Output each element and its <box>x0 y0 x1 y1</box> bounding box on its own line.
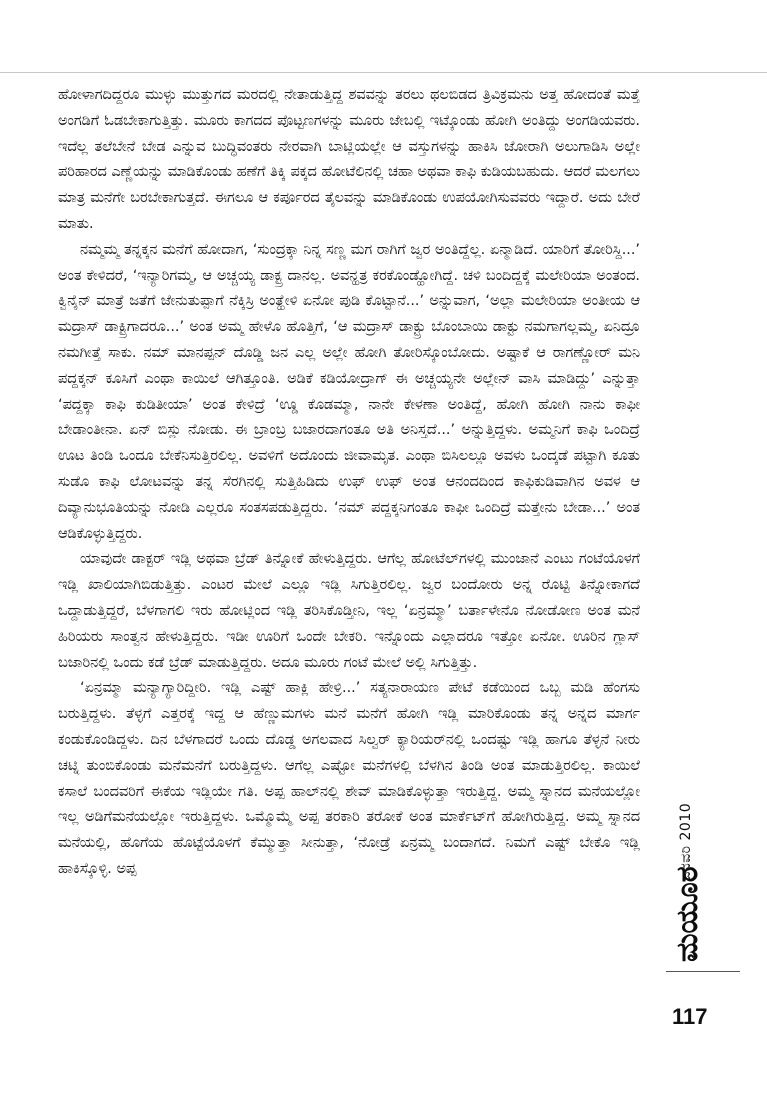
article-paragraph: ನಮ್ಮಮ್ಮ ತನ್ನಕ್ಕನ ಮನೆಗೆ ಹೋದಾಗ, ‘ಸುಂದ್ರಕ್ಕಾ ನಿನ್ನ ಸಣ್ಣ ಮಗ ರಾಗಿಗೆ ಜ್ವರ ಅಂತಿದ್ದೆಲ್ಲ. ಏನ್ಮಾಡಿದೆ. ಯಾರಿಗೆ ತೋರಿಸ್ದಿ...’ ಅಂತ ಕೇಳಿದರೆ, ‘ಇನ್ಯಾರಿಗಮ್ಮ, ಆ ಅಚ್ಚಯ್ಯ ಡಾಕ್ಟ್ರ ದಾನಲ್ಲ. ಅವನ್ಹತ್ರ ಕರಕೊಂಡ್ಹೋಗಿದ್ದೆ. ಚಳಿ ಬಂದಿದ್ದಕ್ಕೆ ಮಲೇರಿಯಾ ಅಂತಂದ. ಕ್ವಿನೈನ್ ಮಾತ್ರೆ ಜತೆಗೆ ಜೇನುತುಪ್ಪಾಗೆ ನೆಕ್ಕಿಸ್ರಿ ಅಂತ್ಹೇಳಿ ಏನೋ ಪುಡಿ ಕೊಟ್ಟಾನೆ...’ ಅನ್ನುವಾಗ, ‘ಅಲ್ಲಾ ಮಲೇರಿಯಾ ಅಂತೀಯ ಆ ಮದ್ರಾಸ್ ಡಾಕ್ಟ್ರಿಗಾದರೂ...’ ಅಂತ ಅಮ್ಮ ಹೇಳೊ ಹೊತ್ತಿಗೆ, ‘ಆ ಮದ್ರಾಸ್ ಡಾಕ್ಟ್ರು ಬೊಂಬಾಯಿ ಡಾಕ್ಟು ನಮಗಾಗಲ್ಲಮ್ಮ, ಏನಿದ್ರೂ ನಮಗೀತ್ತೆ ಸಾಕು. ನಮ್ ಮಾನಪ್ಪನ್ ದೊಡ್ಡಿ ಜನ ಎಲ್ಲ ಅಲ್ಲೇ ಹೋಗಿ ತೋರಿಸ್ಕೊಂಬೋದು. ಅಷ್ಟಾಕೆ ಆ ರಾಗಣ್ಣೋರ್ ಮನಿ ಪದ್ದಕ್ಕನ್ ಕೂಸಿಗೆ ಎಂಥಾ ಕಾಯಿಲೆ ಆಗಿತ್ತೂಂತಿ. ಅಡಿಕೆ ಕಡಿಯೋದ್ರಾಗ್ ಈ ಅಚ್ಚಯ್ಯನೇ ಅಲ್ಲೇನ್ ವಾಸಿ ಮಾಡಿದ್ದು’ ಎನ್ನುತ್ತಾ ‘ಪದ್ದಕ್ಕಾ ಕಾಫಿ ಕುಡಿತೀಯಾ’ ಅಂತ ಕೇಳಿದ್ರೆ ‘ಊ್ಡ ಕೊಡಮ್ಮಾ, ನಾನೇ ಕೇಳಣಾ ಅಂತಿದ್ದೆ, ಹೋಗಿ ಹೋಗಿ ನಾನು ಕಾಫೀ ಬೇಡಾಂತೀನಾ. ಏನ್ ಬಿಸ್ಲು ನೋಡು. ಈ ಬ್ರಾಂಬ್ರ ಬಜಾರದಾಗಂತೂ ಅತಿ ಅನಿಸ್ತದೆ...’ ಅನ್ನುತ್ತಿದ್ದಳು. ಅಮ್ಮನಿಗೆ ಕಾಫಿ ಒಂದಿದ್ರೆ ಊಟ ತಿಂಡಿ ಒಂದೂ ಬೇಕೆನಿಸುತ್ತಿರಲಿಲ್ಲ. ಅವಳಿಗೆ ಅದೊಂದು ಜೀವಾಮೃತ. ಎಂಥಾ ಬಿಸಿಲಲ್ಲೂ ಅವಳು ಒಂದ್ಕಡೆ ಪಟ್ಟಾಗಿ ಕೂತು ಸುಡೊ ಕಾಫಿ ಲೋಟವನ್ನು ತನ್ನ ಸೆರಗಿನಲ್ಲಿ ಸುತ್ತಿಹಿಡಿದು ಉಫ್ ಉಫ್ ಅಂತ ಆನಂದದಿಂದ ಕಾಫಿಕುಡಿವಾಗಿನ ಅವಳ ಆ ದಿವ್ಯಾನುಭೂತಿಯನ್ನು ನೋಡಿ ಎಲ್ಲರೂ ಸಂತಸಪಡುತ್ತಿದ್ದರು. ‘ನಮ್ ಪದ್ದಕ್ಕನಿಗಂತೂ ಕಾಫೀ ಒಂದಿದ್ರೆ ಮತ್ತೇನು ಬೇಡಾ...’ ಅಂತ ಆಡಿಕೊಳ್ಳುತ್ತಿದ್ದರು. <box>58 241 640 542</box>
magazine-masthead: ಮಯೂರ <box>670 866 705 962</box>
header-rule <box>0 72 767 73</box>
page-number: 117 <box>672 1004 708 1029</box>
issue-date: ಜನವರಿ 2010 <box>678 802 694 882</box>
article-paragraph: ಯಾವುದೇ ಡಾಕ್ಟರ್ ಇಡ್ಲಿ ಅಥವಾ ಬ್ರೆಡ್ ತಿನ್ನೋಕೆ ಹೇಳುತ್ತಿದ್ದರು. ಆಗೆಲ್ಲ ಹೋಟೆಲ್‌ಗಳಲ್ಲಿ ಮುಂಜಾನೆ ಎಂಟು ಗಂಟೆಯೊಳಗೆ ಇಡ್ಲಿ ಖಾಲಿಯಾಗಿಬಿಡುತ್ತಿತ್ತು. ಎಂಟರ ಮೇಲೆ ಎಲ್ಲೂ ಇಡ್ಲಿ ಸಿಗುತ್ತಿರಲಿಲ್ಲ. ಜ್ವರ ಬಂದೋರು ಅನ್ನ ರೊಟ್ಟಿ ತಿನ್ನೋಕಾಗದೆ ಒದ್ದಾಡುತ್ತಿದ್ದರೆ, ಬೆಳಗಾಗಲಿ ಇರು ಹೋಟ್ಲಿಂದ ಇಡ್ಲಿ ತರಿಸಿಕೊಡ್ತೀನಿ, ಇಲ್ಲ ‘ಏನ್ರಮ್ಮಾ’ ಬರ್ತಾಳೇನೊ ನೋಡೋಣ ಅಂತ ಮನೆ ಹಿರಿಯರು ಸಾಂತ್ವನ ಹೇಳುತ್ತಿದ್ದರು. ಇಡೀ ಊರಿಗೆ ಒಂದೇ ಬೇಕರಿ. ಇನ್ನೊಂದು ಎಲ್ಲಾದರೂ ಇತ್ತೋ ಏನೋ. ಊರಿನ ಗ್ಲಾಸ್ ಬಜಾರಿನಲ್ಲಿ ಒಂದು ಕಡೆ ಬ್ರೆಡ್ ಮಾಡುತ್ತಿದ್ದರು. ಅದೂ ಮೂರು ಗಂಟೆ ಮೇಲೆ ಅಲ್ಲಿ ಸಿಗುತ್ತಿತ್ತು. <box>58 551 640 671</box>
footer-rule <box>666 971 740 972</box>
article-body <box>58 83 640 883</box>
article-paragraph: ಹೋಳಾಗದಿದ್ದರೂ ಮುಳ್ಳು ಮುತ್ತುಗದ ಮರದಲ್ಲಿ ನೇತಾಡುತ್ತಿದ್ದ ಶವವನ್ನು ತರಲು ಥಲಬಿಡದ ತ್ರಿವಿಕ್ರಮನು ಅತ್ತ ಹೋದಂತೆ ಮತ್ತೆ ಅಂಗಡಿಗೆ ಓಡಬೇಕಾಗುತ್ತಿತ್ತು. ಮೂರು ಕಾಗದದ ಪೊಟ್ಟಣಗಳನ್ನು ಮೂರು ಜೇಬಲ್ಲಿ ಇಟ್ಕೊಂಡು ಹೋಗಿ ಅಂತಿದ್ದು ಅಂಗಡಿಯವರು. ಇದೆಲ್ಲ ತಲೆಬೇನೆ ಬೇಡ ಎನ್ನುವ ಬುದ್ಧಿವಂತರು ನೇರವಾಗಿ ಬಾಟ್ಲಿಯಲ್ಲೇ ಆ ವಸ್ತುಗಳನ್ನು ಹಾಕಿಸಿ ಜೋರಾಗಿ ಅಲುಗಾಡಿಸಿ ಅಲ್ಲೇ ಪರಿಹಾರದ ಎಣ್ಣೆಯನ್ನು ಮಾಡಿಕೊಂಡು ಹಣೆಗೆ ತಿಕ್ಕಿ ಪಕ್ಕದ ಹೋಟೆಲಿನಲ್ಲಿ ಚಹಾ ಅಥವಾ ಕಾಫಿ ಕುಡಿಯಬಹುದು. ಆದರೆ ಮಲಗಲು ಮಾತ್ರ ಮನೆಗೇ ಬರಬೇಕಾಗುತ್ತದೆ. ಈಗಲೂ ಆ ಕರ್ಪೂರದ ತೈಲವನ್ನು ಮಾಡಿಕೊಂಡು ಉಪಯೋಗಿಸುವವರು ಇದ್ದಾರೆ. ಅದು ಬೇರೆ ಮಾತು. <box>58 87 640 232</box>
article-paragraph: ‘ಏನ್ರಮ್ಮಾ ಮನ್ಯಾಗ್ಯಾರಿದ್ದೀರಿ. ಇಡ್ಲಿ ಎಷ್ಟ್ ಹಾಕ್ಲಿ ಹೇಳ್ರಿ...’ ಸತ್ಯನಾರಾಯಣ ಪೇಟೆ ಕಡೆಯಿಂದ ಒಬ್ಬ ಮಡಿ ಹೆಂಗಸು ಬರುತ್ತಿದ್ದಳು. ತೆಳ್ಳಗೆ ಎತ್ತರಕ್ಕೆ ಇದ್ದ ಆ ಹೆಣ್ಣುಮಗಳು ಮನೆ ಮನೆಗೆ ಹೋಗಿ ಇಡ್ಲಿ ಮಾರಿಕೊಂಡು ತನ್ನ ಅನ್ನದ ಮಾರ್ಗ ಕಂಡುಕೊಂಡಿದ್ದಳು. ದಿನ ಬೆಳಗಾದರೆ ಒಂದು ದೊಡ್ಡ ಅಗಲವಾದ ಸಿಲ್ವರ್ ಕ್ಯಾರಿಯರ್‌ನಲ್ಲಿ ಒಂದಷ್ಟು ಇಡ್ಲಿ ಹಾಗೂ ತೆಳ್ಳನೆ ನೀರು ಚಟ್ನಿ ತುಂಬಿಕೊಂಡು ಮನೆಮನೆಗೆ ಬರುತ್ತಿದ್ದಳು. ಆಗೆಲ್ಲ ಎಷ್ಟೋ ಮನೆಗಳಲ್ಲಿ ಬೆಳಗಿನ ತಿಂಡಿ ಅಂತ ಮಾಡುತ್ತಿರಲಿಲ್ಲ. ಕಾಯಿಲೆ ಕಸಾಲೆ ಬಂದವರಿಗೆ ಈಕೆಯ ಇಡ್ಲಿಯೇ ಗತಿ. ಅಪ್ಪ ಹಾಲ್‌ನಲ್ಲಿ ಶೇವ್ ಮಾಡಿಕೊಳ್ಳುತ್ತಾ ಇರುತ್ತಿದ್ದ. ಅಮ್ಮ ಸ್ನಾನದ ಮನೆಯಲ್ಲೋ ಇಲ್ಲ ಅಡಿಗೆಮನೆಯಲ್ಲೋ ಇರುತ್ತಿದ್ದಳು. ಒಮ್ಮೊಮ್ಮೆ ಅಪ್ಪ ತರಕಾರಿ ತರೋಕೆ ಅಂತ ಮಾರ್ಕೆಟ್‌ಗೆ ಹೋಗಿರುತ್ತಿದ್ದ. ಅಮ್ಮ ಸ್ನಾನದ ಮನೆಯಲ್ಲಿ, ಹೊಗೆಯ ಹೊಟ್ಟೆಯೊಳಗೆ ಕೆಮ್ಮುತ್ತಾ ಸೀನುತ್ತಾ, ‘ನೋಡ್ರೆ ಏನ್ರಮ್ಮ ಬಂದಾಗದೆ. ನಿಮಗೆ ಎಷ್ಟ್ ಬೇಕೊ ಇಡ್ಲಿ ಹಾಕಿಸ್ಕೊಳ್ಳಿ. ಅಪ್ಪ <box>58 680 640 877</box>
